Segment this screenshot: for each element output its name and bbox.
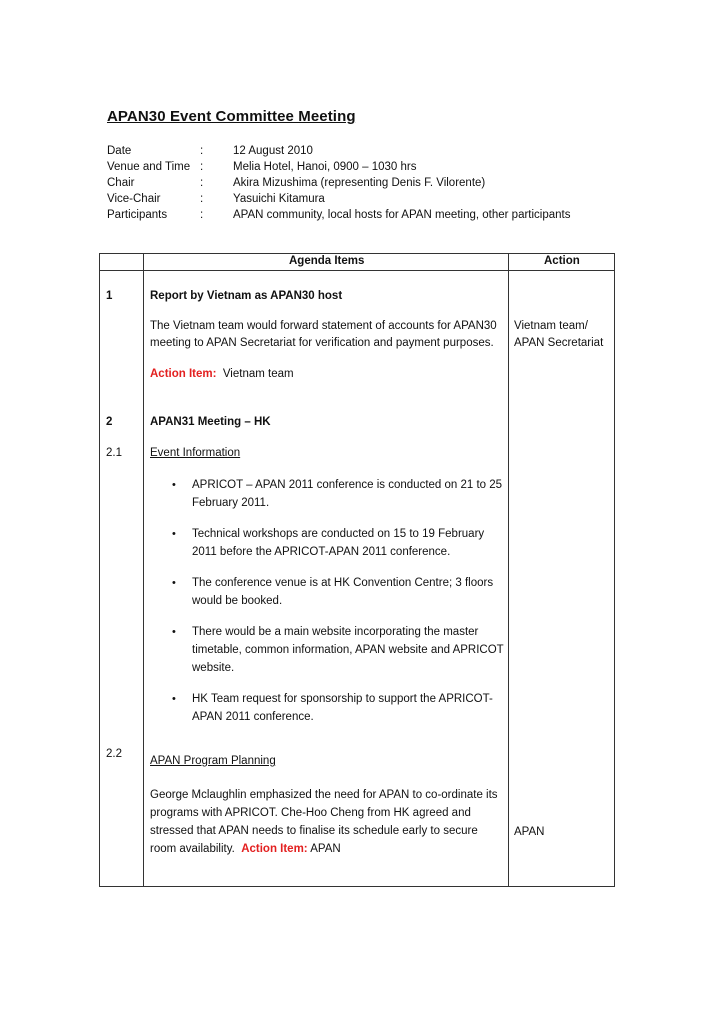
meta-value: Melia Hotel, Hanoi, 0900 – 1030 hrs [233,161,417,173]
meta-label: Date [107,145,132,157]
meta-label: Chair [107,177,135,189]
item-heading: Report by Vietnam as APAN30 host [150,290,343,302]
item-paragraph [150,786,502,858]
document-title: APAN30 Event Committee Meeting [107,108,356,125]
meta-value: 12 August 2010 [233,145,313,157]
action-cell [514,318,614,352]
bullet-text: APRICOT – APAN 2011 conference is conducted on 21 to 25 February 2011. [192,479,503,509]
meta-colon: : [200,145,204,157]
bullet-text: The conference venue is at HK Convention Centre; 3 floors would be booked. [192,577,494,607]
item-heading: APAN31 Meeting – HK [150,416,271,428]
item-heading: APAN Program Planning [150,755,276,767]
meta-label: Venue and Time [107,161,191,173]
action-item-value: APAN [310,843,341,855]
meta-colon: : [200,177,204,189]
meta-colon: : [200,209,204,221]
table-header-divider [99,270,615,271]
meta-colon: : [200,161,204,173]
paragraph-text: George Mclaughlin emphasized the need for APAN to co-ordinate its programs with APRICOT. Che-Hoo Cheng from HK agreed and stressed that APAN needs to finalise its schedule early to secure room availability. [150,789,498,855]
action-item-line [150,366,502,383]
header-action: Action [544,255,580,267]
action-text: Vietnam team/ [514,320,588,332]
bullet-icon: • [172,528,176,540]
item-paragraph: The Vietnam team would forward statement of accounts for APAN30 meeting to APAN Secretariat for verification and payment purposes. [150,320,497,349]
table-column-divider [143,253,144,887]
meta-label: Vice-Chair [107,193,161,205]
action-item-label: Action Item: [241,843,308,855]
item-number: 2.2 [106,748,122,760]
bullet-icon: • [172,693,176,705]
meta-value: Akira Mizushima (representing Denis F. Vilorente) [233,177,486,189]
header-agenda-items: Agenda Items [289,255,365,267]
meta-label: Participants [107,209,168,221]
meta-colon: : [200,193,204,205]
item-number: 2 [106,416,113,428]
action-text: APAN Secretariat [514,337,604,349]
bullet-icon: • [172,577,176,589]
action-item-label: Action Item: [150,368,217,380]
bullet-icon: • [172,626,176,638]
action-item-value: Vietnam team [222,368,294,380]
bullet-text: HK Team request for sponsorship to support the APRICOT-APAN 2011 conference. [192,693,493,723]
table-column-divider [508,253,509,887]
action-text: APAN [514,826,545,838]
bullet-text: Technical workshops are conducted on 15 to 19 February 2011 before the APRICOT-APAN 2011 conference. [192,528,485,558]
bullet-icon: • [172,479,176,491]
meta-value: Yasuichi Kitamura [233,193,325,205]
bullet-text: There would be a main website incorporating the master timetable, common information, APAN website and APRICOT website. [192,626,504,674]
item-heading: Event Information [150,447,241,459]
item-number: 2.1 [106,447,122,459]
meta-value: APAN community, local hosts for APAN meeting, other participants [233,209,571,221]
item-number: 1 [106,290,113,302]
